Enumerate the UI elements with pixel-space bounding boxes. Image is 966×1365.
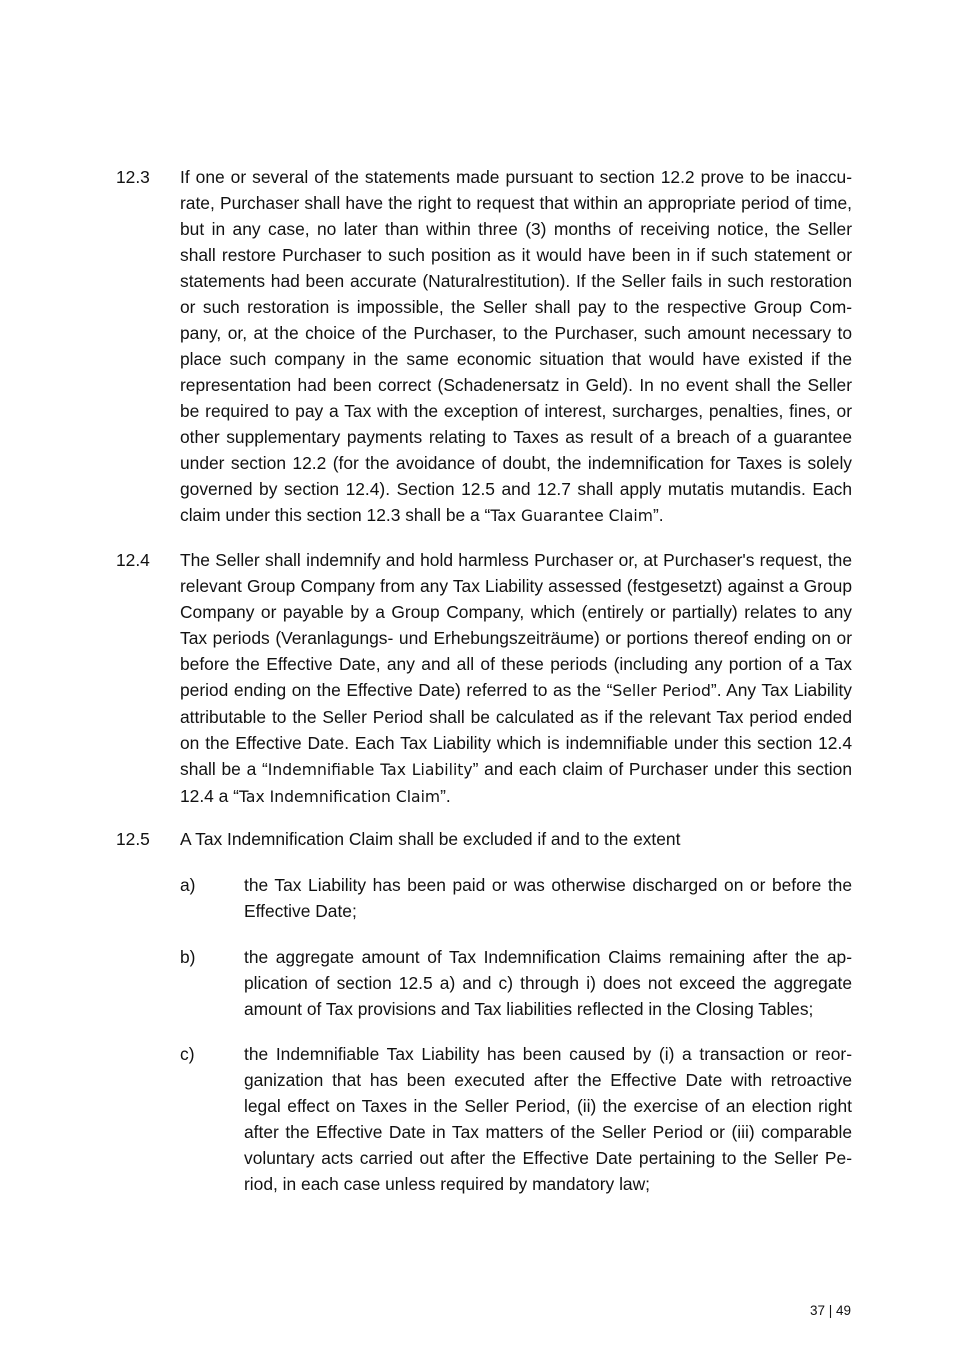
clause-text [180, 547, 852, 810]
subitem-c [180, 1041, 852, 1197]
defined-term: Indemnifiable Tax Liability [267, 761, 473, 779]
clause-text-part: ”. Any Tax Liability attributable to the Seller Period shall be calculated as if the relevant Tax period ended on the Effective Date. Each Tax Liability which is indemnifiable under this section 12.4 shall be a “ [180, 680, 852, 779]
clause-text [180, 164, 852, 529]
subitem-text: the aggregate amount of Tax Indemnification Claims remaining after the application of section 12.5 a) and c) through i) does not exceed the aggregate amount of Tax provisions and Tax liabilities reflected in the Closing Tables; [244, 947, 852, 1019]
clause-12-5 [116, 826, 852, 852]
defined-term: Tax Guarantee Claim [490, 507, 653, 525]
subitem-text: the Indemnifiable Tax Liability has been caused by (i) a transaction or reorganization that has been executed after the Effective Date with retroactive legal effect on Taxes in the Seller Period, (ii) the exercise of an election right after the Effective Date in Tax matters of the Seller Period or (iii) comparable voluntary acts carried out after the Effective Date pertaining to the Seller Period, in each case unless required by mandatory law; [244, 1044, 852, 1194]
subitem-a [180, 872, 852, 924]
clause-text-part: ”. [440, 786, 451, 806]
clause-text: A Tax Indemnification Claim shall be excluded if and to the extent [180, 829, 681, 849]
defined-term: Tax Indemnification Claim [238, 788, 441, 806]
clause-text-part: The Seller shall indemnify and hold harmless Purchaser or, at Purchaser's request, the relevant Group Company from any Tax Liability assessed (festgesetzt) against a Group Company or payable by a Group Company, which (entirely or partially) relates to any Tax periods (Veranlagungs- und Erhebungszeiträume) or portions thereof ending on or before the Effective Date, any and all of these periods (including any portion of a Tax period ending on the Effective Date) referred to as the “ [180, 550, 852, 700]
clause-number: 12.5 [116, 829, 150, 849]
clause-text-part: If one or several of the statements made pursuant to section 12.2 prove to be inaccurate, Purchaser shall have the right to request that within an appropriate period of time, but in any case, no later than within three (3) months of receiving notice, the Seller shall restore Purchaser to such position as it would have been in if such statement or statements had been accurate (Naturalrestitution). If the Seller fails in such restoration or such restoration is impossible, the Seller shall pay to the respective Group Company, or, at the choice of the Purchaser, to the Purchaser, such amount necessary to place such company in the same economic situation that would have existed if the representation had been correct (Schadenersatz in Geld). In no event shall the Seller be required to pay a Tax with the exception of interest, surcharges, penalties, fines, or other supplementary payments relating to Taxes as result of a breach of a guarantee under section 12.2 (for the avoidance of doubt, the indemnification for Taxes is solely governed by section 12.4). Section 12.5 and 12.7 shall apply mutatis mutandis. Each claim under this section 12.3 shall be a “ [180, 167, 852, 525]
subitem-text: the Tax Liability has been paid or was otherwise discharged on or before the Effective Date; [244, 875, 852, 921]
subitem-letter: c) [180, 1044, 195, 1064]
clause-number: 12.3 [116, 167, 150, 187]
page-number: 37 | 49 [809, 1303, 851, 1318]
clause-number: 12.4 [116, 550, 150, 570]
clause-12-4 [116, 547, 852, 810]
clause-text-part: ” and each claim of Purchaser under this section 12.4 a “ [180, 759, 852, 806]
subitem-letter: a) [180, 875, 196, 895]
clause-text-part: ”. [652, 505, 664, 525]
clause-12-3 [116, 164, 852, 529]
subitem-letter: b) [180, 947, 196, 967]
subitem-b [180, 944, 852, 1022]
defined-term: Seller Period [612, 682, 711, 700]
